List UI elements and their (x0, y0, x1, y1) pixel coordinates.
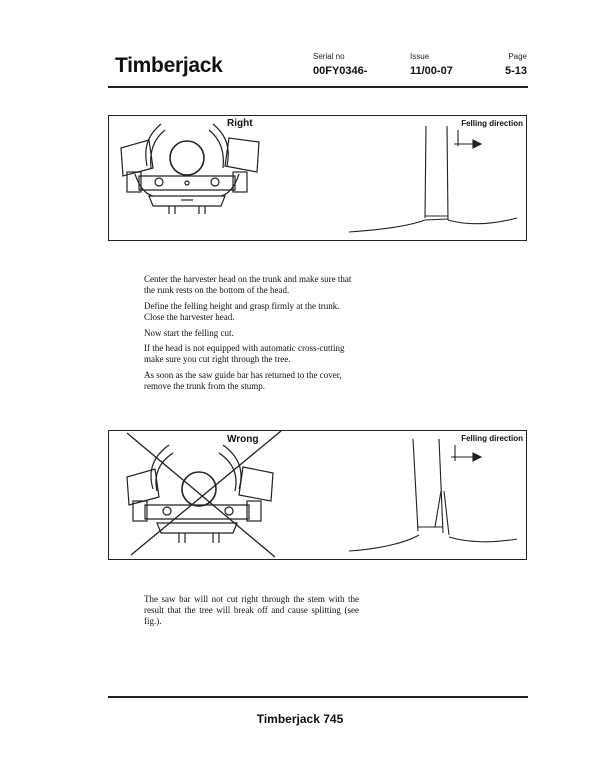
harvester-head-right-drawing (109, 116, 526, 240)
instruction-1: Center the harvester head on the trunk and make sure that the runk rests on the bottom of the head. (144, 274, 352, 295)
serial-block (313, 52, 367, 77)
felling-direction-label: Felling direction (461, 434, 523, 443)
figure-right (108, 115, 527, 241)
footer-rule (108, 696, 528, 698)
serial-value: 00FY0346- (313, 65, 368, 77)
brand-logo: Timberjack (115, 54, 223, 77)
issue-value: 11/00-07 (410, 65, 453, 77)
figure-wrong (108, 430, 527, 560)
page-value: 5-13 (504, 65, 527, 77)
instruction-4: If the head is not equipped with automatic cross-cutting make sure you cut right through the tree. (144, 343, 345, 364)
wrong-note: The saw bar will not cut right through the stem with the result that the tree will break off and cause splitting (see fig.). (144, 594, 359, 626)
serial-label: Serial no (313, 52, 345, 61)
footer-title: Timberjack 745 (256, 712, 344, 726)
harvester-head-wrong-drawing (109, 431, 526, 559)
issue-label: Issue (410, 52, 430, 61)
tree-stump-right (349, 126, 517, 232)
instruction-2: Define the felling height and grasp firmly at the trunk. Close the harvester head. (144, 301, 340, 322)
page-label: Page (508, 52, 527, 61)
instruction-5: As soon as the saw guide bar has returned to the cover, remove the trunk from the stump. (144, 370, 342, 391)
instruction-3: Now start the felling cut. (144, 328, 234, 338)
page-block (495, 52, 527, 77)
right-label: Right (227, 118, 253, 129)
wrong-label: Wrong (227, 434, 259, 445)
cross-out-mark (127, 431, 281, 557)
felling-direction-label: Felling direction (461, 119, 523, 128)
issue-block (410, 52, 453, 77)
header-rule (108, 86, 528, 88)
tree-stump-wrong (349, 439, 517, 551)
